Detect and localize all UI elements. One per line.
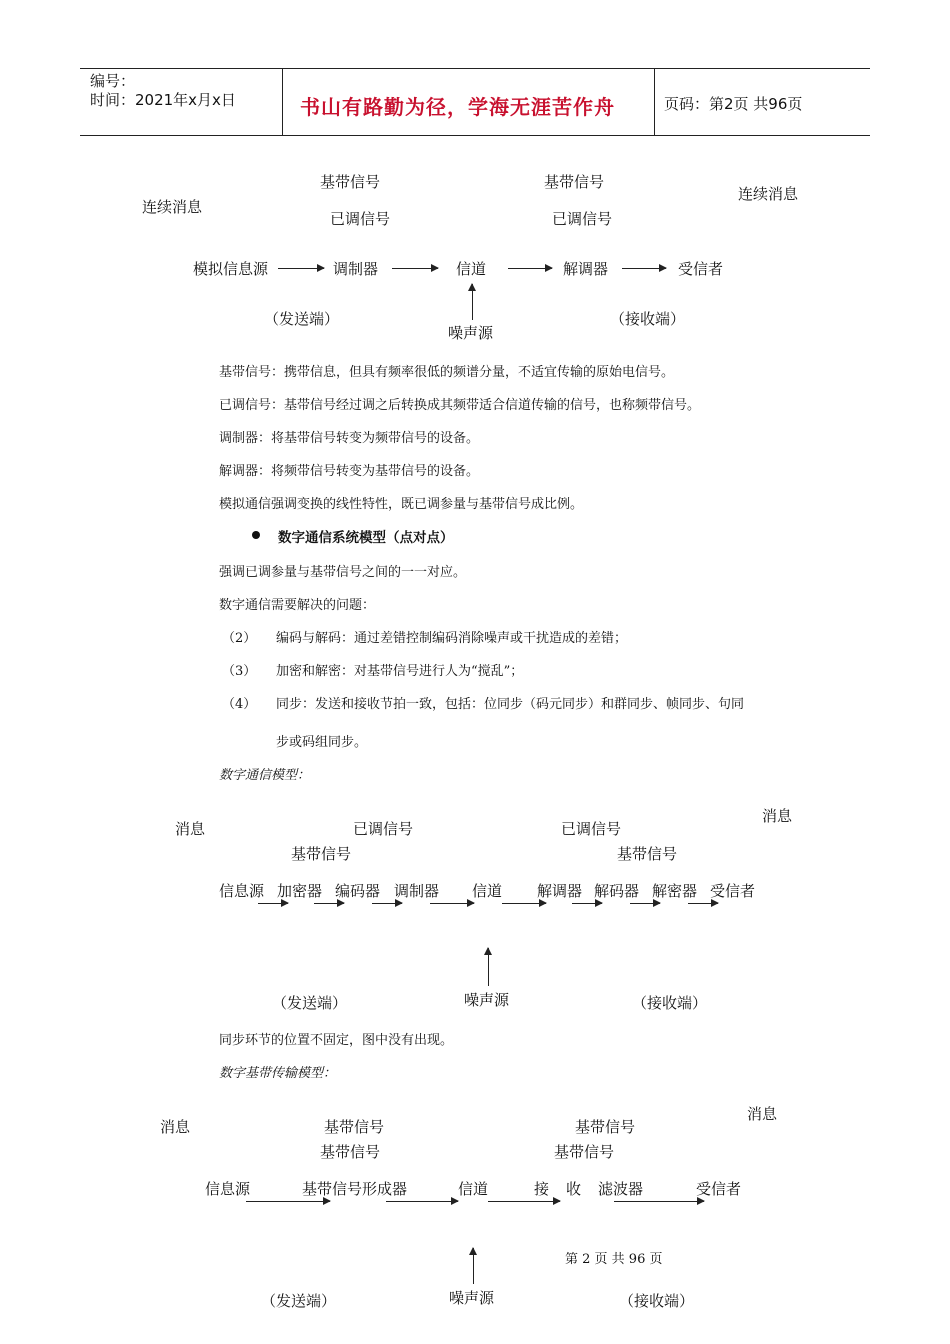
modulated-signal-label: 已调信号: [353, 820, 414, 838]
flow-arrow: [630, 903, 660, 904]
digital-model-label: 数字通信模型：: [219, 768, 311, 783]
flow-arrow: [488, 1201, 560, 1202]
header-top-border: [80, 68, 870, 69]
block-analog-source: 模拟信息源: [193, 260, 269, 278]
block-modulator: 调制器: [333, 260, 379, 278]
header-time-label: 时间：2021年x月x日: [90, 91, 236, 109]
recv-end-label: （接收端）: [632, 994, 708, 1012]
noise-arrow: [472, 284, 473, 320]
flow-arrow: [502, 903, 546, 904]
baseband-signal-label: 基带信号: [554, 1143, 615, 1161]
flow-arrow: [246, 1201, 330, 1202]
flow-arrow: [622, 268, 666, 269]
header-page-info: 页码：第2页 共96页: [664, 95, 803, 113]
continuous-message-label: 连续消息: [738, 185, 799, 203]
baseband-signal-label: 基带信号: [324, 1118, 385, 1136]
problems-title: 数字通信需要解决的问题：: [219, 598, 376, 613]
flow-arrow: [386, 1201, 458, 1202]
baseband-signal-label: 基带信号: [575, 1118, 636, 1136]
baseband-signal-label: 基带信号: [291, 845, 352, 863]
sync-note: 同步环节的位置不固定，图中没有出现。: [219, 1033, 454, 1048]
noise-source-label: 噪声源: [449, 1289, 495, 1307]
definition-line: 模拟通信强调变换的线性特性，既已调参量与基带信号成比例。: [219, 497, 584, 512]
page-footer: 第 2 页 共 96 页: [565, 1252, 663, 1267]
modulated-signal-label: 已调信号: [552, 210, 613, 228]
block-receiver: 受信者: [678, 260, 724, 278]
block-modulator: 调制器: [394, 882, 440, 900]
continuous-message-label: 连续消息: [142, 198, 203, 216]
block-demodulator: 解调器: [537, 882, 583, 900]
section-intro: 强调已调参量与基带信号之间的一一对应。: [219, 565, 467, 580]
header-divider-left: [282, 68, 283, 136]
block-channel: 信道: [472, 882, 503, 900]
header-motto: 书山有路勤为径，学海无涯苦作舟: [300, 95, 615, 119]
bullet-icon: [252, 531, 260, 539]
list-item-number: （2）: [222, 631, 257, 646]
flow-arrow: [572, 903, 602, 904]
definition-line: 已调信号：基带信号经过调之后转换成其频带适合信道传输的信号，也称频带信号。: [219, 398, 701, 413]
block-filter: 滤波器: [598, 1180, 644, 1198]
flow-arrow: [372, 903, 402, 904]
baseband-signal-label: 基带信号: [320, 1143, 381, 1161]
flow-arrow: [508, 268, 552, 269]
block-receive-2: 收: [566, 1180, 582, 1198]
recv-end-label: （接收端）: [610, 310, 686, 328]
list-item-number: （4）: [222, 697, 257, 712]
block-source: 信息源: [205, 1180, 251, 1198]
block-source: 信息源: [219, 882, 265, 900]
section-title: 数字通信系统模型（点对点）: [278, 530, 454, 546]
flow-arrow: [430, 903, 474, 904]
header-divider-right: [654, 68, 655, 136]
flow-arrow: [278, 268, 324, 269]
flow-arrow: [614, 1201, 704, 1202]
definition-line: 基带信号：携带信息，但具有频率很低的频谱分量，不适宜传输的原始电信号。: [219, 365, 675, 380]
modulated-signal-label: 已调信号: [561, 820, 622, 838]
noise-arrow: [488, 948, 489, 986]
modulated-signal-label: 已调信号: [330, 210, 391, 228]
baseband-signal-label: 基带信号: [544, 173, 605, 191]
block-baseband-shaper: 基带信号形成器: [302, 1180, 408, 1198]
noise-source-label: 噪声源: [448, 324, 494, 342]
flow-arrow: [314, 903, 344, 904]
block-channel: 信道: [458, 1180, 489, 1198]
block-receiver: 受信者: [696, 1180, 742, 1198]
message-label: 消息: [160, 1118, 191, 1136]
definition-line: 解调器：将频带信号转变为基带信号的设备。: [219, 464, 480, 479]
flow-arrow: [258, 903, 288, 904]
message-label: 消息: [747, 1105, 778, 1123]
baseband-signal-label: 基带信号: [617, 845, 678, 863]
message-label: 消息: [175, 820, 206, 838]
definition-line: 调制器：将基带信号转变为频带信号的设备。: [219, 431, 480, 446]
header-bottom-border: [80, 135, 870, 136]
list-item-number: （3）: [222, 664, 257, 679]
header-number-label: 编号：: [90, 72, 136, 90]
message-label: 消息: [762, 807, 793, 825]
block-channel: 信道: [456, 260, 487, 278]
baseband-signal-label: 基带信号: [320, 173, 381, 191]
noise-source-label: 噪声源: [464, 991, 510, 1009]
block-decoder: 解码器: [594, 882, 640, 900]
block-receiver: 受信者: [710, 882, 756, 900]
block-encryptor: 加密器: [277, 882, 323, 900]
block-encoder: 编码器: [335, 882, 381, 900]
list-item-continuation: 步或码组同步。: [276, 735, 368, 750]
baseband-model-label: 数字基带传输模型：: [219, 1066, 337, 1081]
flow-arrow: [392, 268, 438, 269]
noise-arrow: [473, 1248, 474, 1284]
send-end-label: （发送端）: [261, 1292, 337, 1310]
send-end-label: （发送端）: [272, 994, 348, 1012]
list-item-text: 加密和解密：对基带信号进行人为“搅乱”；: [276, 664, 524, 679]
block-demodulator: 解调器: [563, 260, 609, 278]
flow-arrow: [688, 903, 718, 904]
block-receive-1: 接: [534, 1180, 550, 1198]
block-decryptor: 解密器: [652, 882, 698, 900]
recv-end-label: （接收端）: [619, 1292, 695, 1310]
send-end-label: （发送端）: [264, 310, 340, 328]
list-item-text: 编码与解码：通过差错控制编码消除噪声或干扰造成的差错；: [276, 631, 628, 646]
list-item-text: 同步：发送和接收节拍一致，包括：位同步（码元同步）和群同步、帧同步、句同: [276, 697, 745, 712]
